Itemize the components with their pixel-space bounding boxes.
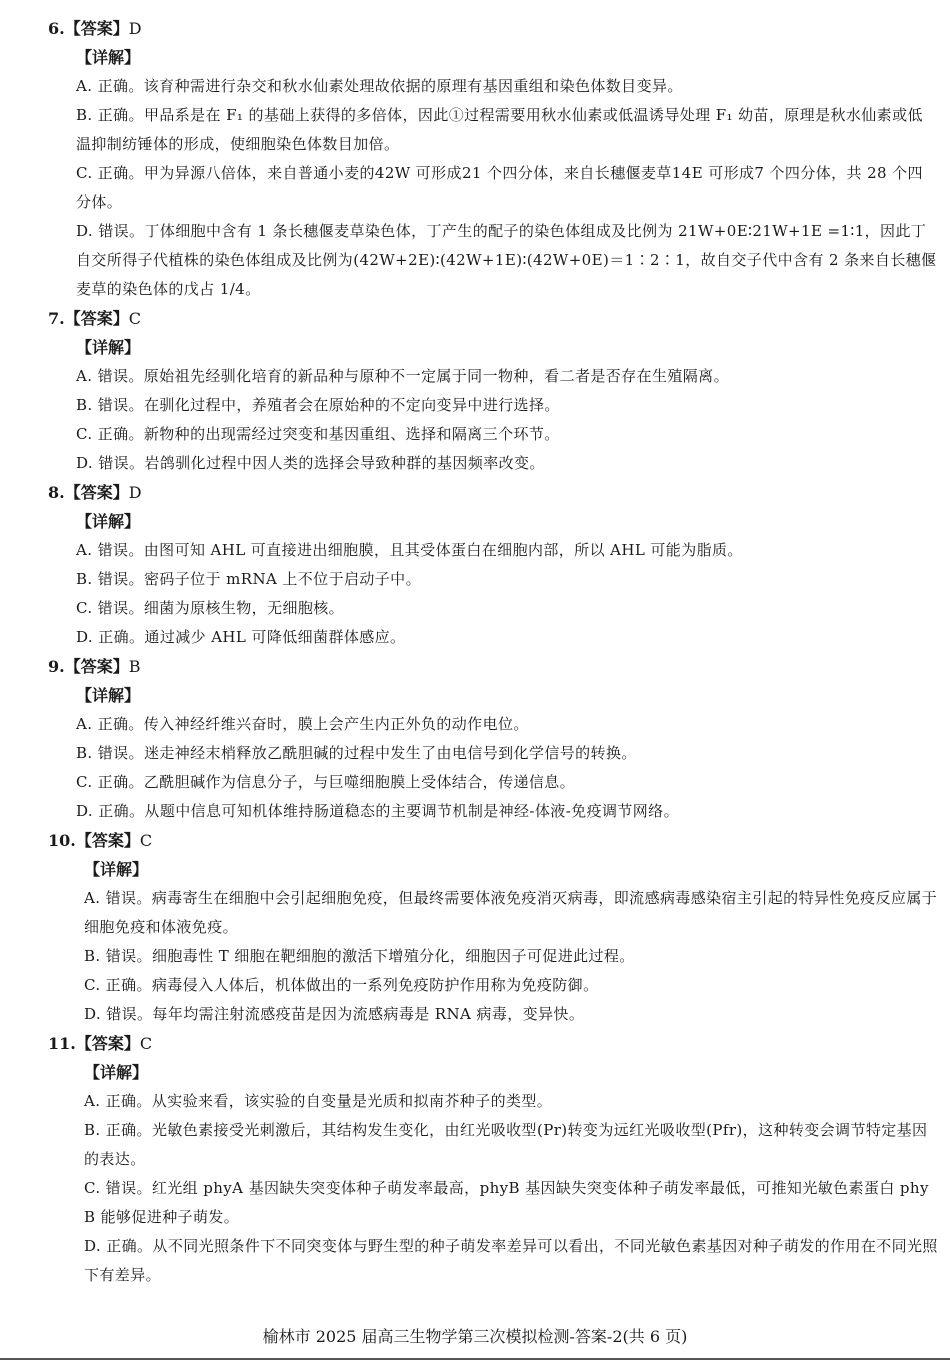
explanation-b: B. 正确。甲品系是在 F₁ 的基础上获得的多倍体，因此①过程需要用秋水仙素或低温诱导处理 F₁ 幼苗，原理是秋水仙素或低温抑制纺锤体的形成，使细胞染色体数目加倍。 — [76, 106, 923, 153]
explanation-a: A. 错误。原始祖先经驯化培育的新品种与原种不一定属于同一物种，看二者是否存在生殖隔离。 — [76, 367, 729, 385]
answer-line — [48, 652, 938, 681]
question-number: 6. — [48, 19, 65, 38]
question-number: 11. — [48, 1034, 76, 1053]
question-7 — [48, 304, 938, 478]
explanation-a: A. 正确。传入神经纤维兴奋时，膜上会产生内正外负的动作电位。 — [76, 715, 529, 733]
detail-label: 【详解】 — [76, 48, 141, 67]
explanation-b: B. 正确。光敏色素接受光刺激后，其结构发生变化，由红光吸收型(Pr)转变为远红光吸收型(Pfr)，这种转变会调节特定基因的表达。 — [84, 1121, 928, 1168]
question-11 — [48, 1029, 938, 1290]
answer-label: 【答案】 — [64, 309, 129, 328]
answer-value: D — [128, 483, 142, 502]
question-number: 9. — [48, 657, 65, 676]
question-6 — [48, 14, 938, 304]
explanation-c: C. 正确。乙酰胆碱作为信息分子，与巨噬细胞膜上受体结合，传递信息。 — [76, 773, 576, 791]
explanation-a: A. 正确。该育种需进行杂交和秋水仙素处理故依据的原理有基因重组和染色体数目变异。 — [76, 77, 683, 95]
answer-value: C — [139, 831, 153, 850]
answer-value: B — [128, 657, 141, 676]
detail-label: 【详解】 — [76, 338, 141, 357]
explanation-c: C. 正确。甲为异源八倍体，来自普通小麦的42W 可形成21 个四分体，来自长穗偃麦草14E 可形成7 个四分体，共 28 个四分体。 — [76, 164, 923, 211]
explanation-d: D. 错误。岩鸽驯化过程中因人类的选择会导致种群的基因频率改变。 — [76, 454, 545, 472]
question-number: 10. — [48, 831, 76, 850]
explanation-a: A. 错误。由图可知 AHL 可直接进出细胞膜，且其受体蛋白在细胞内部，所以 AHL 可能为脂质。 — [76, 541, 743, 559]
answer-label: 【答案】 — [64, 483, 129, 502]
answer-line — [48, 1029, 938, 1058]
explanation-c: C. 错误。红光组 phyA 基因缺失突变体种子萌发率最高，phyB 基因缺失突变体种子萌发率最低，可推知光敏色素蛋白 phyB 能够促进种子萌发。 — [84, 1179, 929, 1226]
answer-label: 【答案】 — [75, 1034, 140, 1053]
bottom-rule — [0, 1358, 950, 1360]
explanation-c: C. 错误。细菌为原核生物，无细胞核。 — [76, 599, 345, 617]
explanation-b: B. 错误。细胞毒性 T 细胞在靶细胞的激活下增殖分化，细胞因子可促进此过程。 — [84, 947, 635, 965]
explanation-d: D. 正确。从不同光照条件下不同突变体与野生型的种子萌发率差异可以看出，不同光敏色素基因对种子萌发的作用在不同光照下有差异。 — [84, 1237, 938, 1284]
explanation-d: D. 错误。每年均需注射流感疫苗是因为流感病毒是 RNA 病毒，变异快。 — [84, 1005, 585, 1023]
explanation-b: B. 错误。在驯化过程中，养殖者会在原始种的不定向变异中进行选择。 — [76, 396, 560, 414]
question-10 — [48, 826, 938, 1029]
answer-line — [48, 478, 938, 507]
explanation-d: D. 正确。通过减少 AHL 可降低细菌群体感应。 — [76, 628, 406, 646]
explanation-d: D. 正确。从题中信息可知机体维持肠道稳态的主要调节机制是神经-体液-免疫调节网络。 — [76, 802, 679, 820]
answer-label: 【答案】 — [64, 657, 129, 676]
explanation-c: C. 正确。新物种的出现需经过突变和基因重组、选择和隔离三个环节。 — [76, 425, 560, 443]
answer-value: D — [128, 19, 142, 38]
explanation-c: C. 正确。病毒侵入人体后，机体做出的一系列免疫防护作用称为免疫防御。 — [84, 976, 599, 994]
explanation-a: A. 正确。从实验来看，该实验的自变量是光质和拟南芥种子的类型。 — [84, 1092, 553, 1110]
answer-label: 【答案】 — [64, 19, 129, 38]
detail-label: 【详解】 — [84, 860, 149, 879]
explanation-d: D. 错误。丁体细胞中含有 1 条长穗偃麦草染色体，丁产生的配子的染色体组成及比例为 21W+0E∶21W+1E =1∶1，因此丁自交所得子代植株的染色体组成及比例为(42W+2E)∶(42W+1E)∶(42W+0E)＝1∶2∶1，故自交子代中含有 2 条来自长穗偃麦草的染色体的戊占 1/4。 — [76, 222, 937, 298]
question-number: 8. — [48, 483, 65, 502]
answer-line — [48, 826, 938, 855]
answer-label: 【答案】 — [75, 831, 140, 850]
question-number: 7. — [48, 309, 65, 328]
question-9 — [48, 652, 938, 826]
answer-line — [48, 14, 938, 43]
question-8 — [48, 478, 938, 652]
page-footer: 榆林市 2025 届高三生物学第三次模拟检测-答案-2(共 6 页) — [262, 1327, 688, 1346]
detail-label: 【详解】 — [84, 1063, 149, 1082]
answer-line — [48, 304, 938, 333]
detail-label: 【详解】 — [76, 512, 141, 531]
answer-content — [48, 14, 938, 1290]
explanation-a: A. 错误。病毒寄生在细胞中会引起细胞免疫，但最终需要体液免疫消灭病毒，即流感病毒感染宿主引起的特异性免疫反应属于细胞免疫和体液免疫。 — [84, 889, 938, 936]
answer-value: C — [128, 309, 141, 328]
detail-label: 【详解】 — [76, 686, 141, 705]
explanation-b: B. 错误。密码子位于 mRNA 上不位于启动子中。 — [76, 570, 421, 588]
answer-value: C — [139, 1034, 153, 1053]
explanation-b: B. 错误。迷走神经末梢释放乙酰胆碱的过程中发生了由电信号到化学信号的转换。 — [76, 744, 637, 762]
